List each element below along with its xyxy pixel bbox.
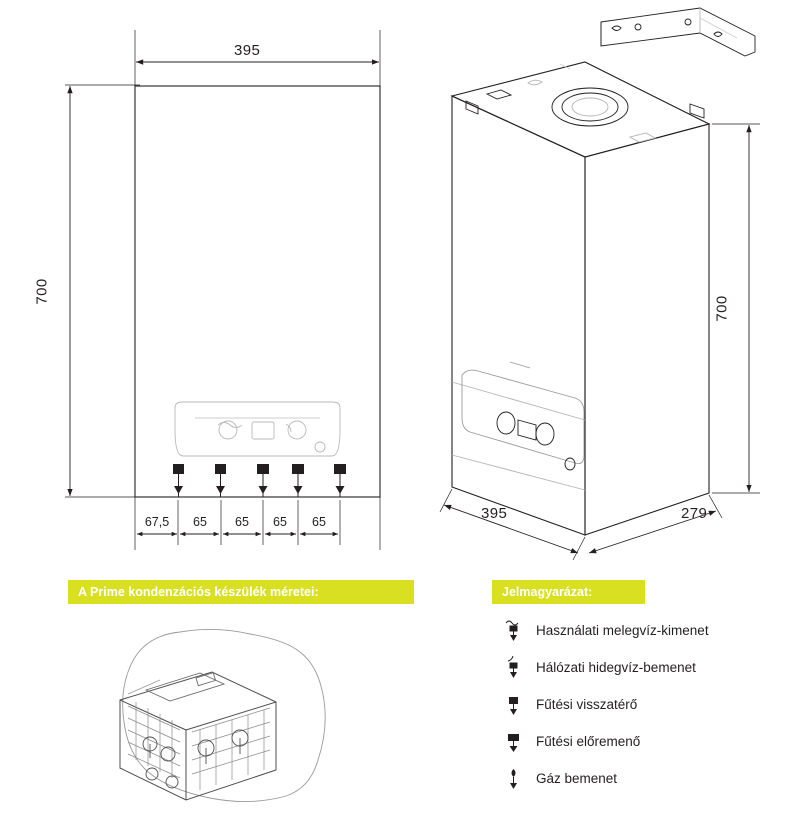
legend-item-cold-water-inlet: [492, 649, 782, 686]
legend-label: Gáz bemenet: [536, 771, 618, 786]
front-width-dimension: 395: [234, 42, 261, 59]
bottom-segment-3: 65: [235, 515, 249, 529]
iso-depth-dimension: 279: [681, 505, 708, 522]
legend-item-gas-inlet: [492, 760, 782, 797]
front-height-dimension: 700: [33, 278, 51, 305]
bottom-segment-4: 65: [273, 515, 287, 529]
bottom-segment-2: 65: [193, 515, 207, 529]
legend-item-heating-flow: [492, 723, 782, 760]
iso-height-dimension: 700: [713, 295, 731, 322]
bottom-segment-5: 65: [312, 515, 326, 529]
heating-flow-icon: [492, 729, 536, 755]
legend-label: Fűtési előremenő: [536, 734, 641, 749]
iso-width-dimension: 395: [481, 505, 508, 522]
cold-water-inlet-icon: [492, 655, 536, 681]
legend-item-heating-return: [492, 686, 782, 723]
dhw-outlet-icon: [492, 618, 536, 644]
left-caption-banner: A Prime kondenzációs készülék méretei:: [68, 580, 414, 604]
right-caption-banner: Jelmagyarázat:: [492, 580, 645, 604]
heating-return-icon: [492, 692, 536, 718]
gas-inlet-icon: [492, 766, 536, 792]
legend-label: Fűtési visszatérő: [536, 697, 638, 712]
bottom-segment-1: 67,5: [144, 515, 170, 529]
legend-label: Hálózati hidegvíz-bemenet: [536, 660, 696, 675]
legend-label: Használati melegvíz-kimenet: [536, 623, 709, 638]
legend-list: [492, 612, 782, 797]
legend-item-dhw-outlet: [492, 612, 782, 649]
